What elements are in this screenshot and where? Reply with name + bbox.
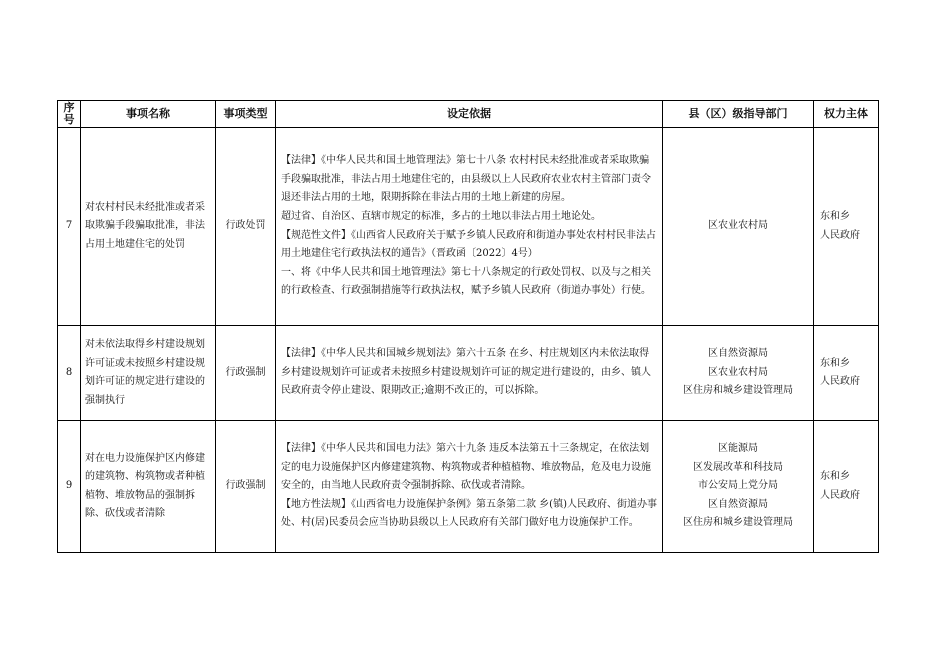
owner-line: 人民政府 [820, 229, 860, 241]
dept-name: 区能源局 [718, 443, 758, 455]
dept-name: 区自然资源局 [708, 498, 768, 510]
header-owner: 权力主体 [814, 101, 879, 128]
row-number: 7 [58, 128, 81, 326]
header-type: 事项类型 [216, 101, 276, 128]
power-list-table [57, 100, 879, 553]
item-type: 行政强制 [216, 421, 276, 553]
owner-line: 东和乡 [820, 211, 850, 222]
dept-name: 区自然资源局 [708, 348, 768, 360]
legal-basis [276, 326, 663, 421]
table-row [58, 128, 879, 326]
dept-name: 区住房和城乡建设管理局 [683, 385, 793, 397]
dept-name: 市公安局上党分局 [698, 480, 778, 492]
item-name: 对未依法取得乡村建设规划许可证或未按照乡村建设规划许可证的规定进行建设的强制执行 [81, 326, 216, 421]
basis-paragraph: 【地方性法规】《山西省电力设施保护条例》第五条第二款 乡(镇)人民政府、街道办事处、村(居)民委员会应当协助县级以上人民政府有关部门做好电力设施保护工作。 [281, 498, 657, 529]
row-number: 8 [58, 326, 81, 421]
owner-line: 东和乡 [820, 357, 850, 369]
table-row [58, 421, 879, 553]
owner-line: 人民政府 [820, 489, 860, 501]
header-dept: 县（区）级指导部门 [663, 101, 814, 128]
row-number: 9 [58, 421, 81, 553]
authority-owner [814, 326, 879, 421]
basis-paragraph: 【法律】《中华人民共和国土地管理法》第七十八条 农村村民未经批准或者采取欺骗手段骗取批准，非法占用土地建住宅的，由县级以上人民政府农业农村主管部门责令退还非法占用的土地，限期拆除在非法占用的土地上新建的房屋。 [281, 155, 651, 204]
header-no: 序号 [58, 101, 81, 128]
basis-paragraph: 超过省、自治区、直辖市规定的标准，多占的土地以非法占用土地论处。 [281, 210, 601, 222]
basis-paragraph: 一、将《中华人民共和国土地管理法》第七十八条规定的行政处罚权、以及与之相关的行政检查、行政强制措施等行政执法权，赋予乡镇人民政府（街道办事处）行使。 [281, 266, 651, 297]
item-type: 行政强制 [216, 326, 276, 421]
authority-owner [814, 421, 879, 553]
dept-name: 区住房和城乡建设管理局 [683, 517, 793, 529]
dept-name: 区农业农村局 [708, 220, 768, 232]
authority-owner [814, 128, 879, 326]
header-row [58, 101, 879, 128]
basis-paragraph: 【法律】《中华人民共和国城乡规划法》第六十五条 在乡、村庄规划区内未依法取得乡村建设规划许可证或者未按照乡村建设规划许可证的规定进行建设的，由乡、镇人民政府责令停止建设、限期改正;逾期不改正的，可以拆除。 [281, 348, 651, 397]
guidance-dept [663, 128, 814, 326]
guidance-dept [663, 421, 814, 553]
item-name: 对农村村民未经批准或者采取欺骗手段骗取批准，非法占用土地建住宅的处罚 [81, 128, 216, 326]
basis-paragraph: 【规范性文件】《山西省人民政府关于赋予乡镇人民政府和街道办事处农村村民非法占用土地建住宅行政执法权的通告》（晋政函〔2022〕4号） [281, 229, 656, 260]
dept-name: 区发展改革和科技局 [693, 461, 783, 473]
table-row [58, 326, 879, 421]
guidance-dept [663, 326, 814, 421]
dept-name: 区农业农村局 [708, 366, 768, 378]
legal-basis [276, 421, 663, 553]
header-name: 事项名称 [81, 101, 216, 128]
owner-line: 人民政府 [820, 376, 860, 387]
basis-paragraph: 【法律】《中华人民共和国电力法》第六十九条 违反本法第五十三条规定，在依法划定的电力设施保护区内修建建筑物、构筑物或者种植植物、堆放物品，危及电力设施安全的，由当地人民政府责令强制拆除、砍伐或者清除。 [281, 443, 651, 492]
header-basis: 设定依据 [276, 101, 663, 128]
item-name: 对在电力设施保护区内修建的建筑物、构筑物或者种植植物、堆放物品的强制拆除、砍伐或者清除 [81, 421, 216, 553]
owner-line: 东和乡 [820, 471, 850, 482]
legal-basis [276, 128, 663, 326]
item-type: 行政处罚 [216, 128, 276, 326]
